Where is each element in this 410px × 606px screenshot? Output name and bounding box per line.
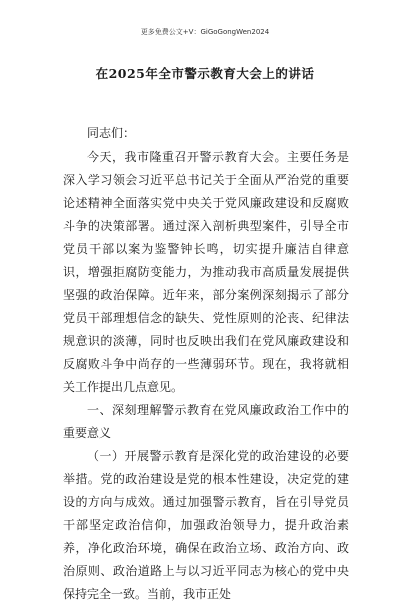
document-body xyxy=(63,122,349,606)
header-promo-text: 更多免费公文+V：GiGoGongWen2024 xyxy=(140,28,270,36)
section-heading-1: 一、深刻理解警示教育在党风廉政政治工作中的重要意义 xyxy=(63,403,349,440)
document-title: 在2025年全市警示教育大会上的讲话 xyxy=(95,66,315,81)
paragraph-intro: 今天，我市隆重召开警示教育大会。主要任务是深入学习领会习近平总书记关于全面从严治党的重要论述精神全面落实党中央关于党风廉政建设和反腐败斗争的决策部署。通过深入剖析典型案件，引导全市党员干部以案为鉴警钟长鸣，切实提升廉洁自律意识，增强拒腐防变能力，为推动我市高质量发展提供坚强的政治保障。近年来，部分案例深刻揭示了部分党员干部理想信念的缺失、党性原则的沦丧、纪律法规意识的淡薄，同时也反映出我们在党风廉政建设和反腐败斗争中尚存的一些薄弱环节。现在，我将就相关工作提出几点意见。 xyxy=(63,150,349,394)
paragraph-1-1: （一）开展警示教育是深化党的政治建设的必要举措。党的政治建设是党的根本性建设，决定党的建设的方向与成效。通过加强警示教育，旨在引导党员干部坚定政治信仰，加强政治领导力，提升政治素养，净化政治环境，确保在政治立场、政治方向、政治原则、政治道路上与以习近平同志为核心的党中央保持完全一致。当前，我市正处 xyxy=(63,449,349,601)
salutation: 同志们： xyxy=(87,126,136,140)
